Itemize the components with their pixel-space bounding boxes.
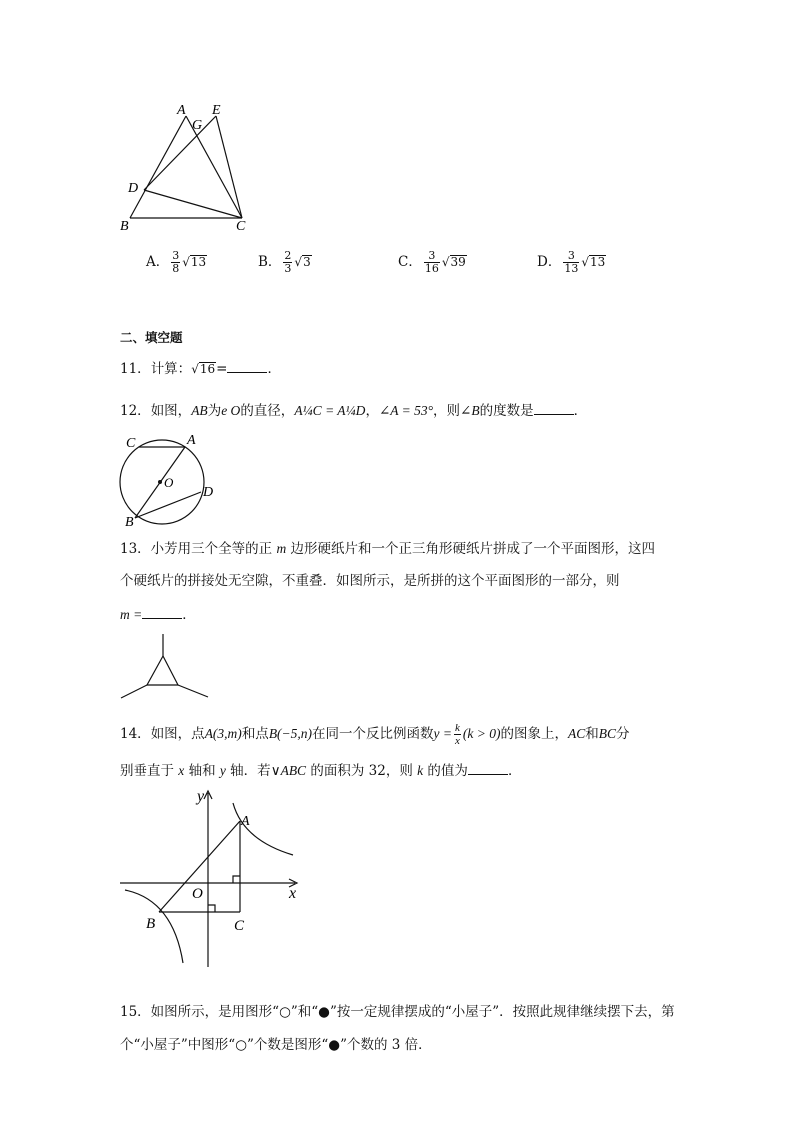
option-radicand: 39 [450,255,466,269]
q10-option-b[interactable]: B． $\frac{2}{3}$ √3 [258,249,311,275]
q13-line2: 个硬纸片的拼接处无空隙，不重叠．如图所示，是所拼的这个平面图形的一部分，则 [120,573,620,589]
q15-line2: 个“小屋子”中图形“○”个数是图形“●”个数的 3 倍． [120,1037,432,1053]
option-fraction: $\frac{3}{8}$ [172,249,180,275]
q14-coordinate-figure [115,785,310,970]
fig10-label-d: D [128,181,139,196]
q14-label-x: x [289,885,297,902]
fig10-label-a: A [177,103,186,118]
q14-answer-blank[interactable] [468,760,508,775]
option-letter: D． [537,254,562,270]
q14-line2: 别垂直于 x 轴和 y 轴．若∨ABC 的面积为 32，则 k 的值为 ． [120,760,521,780]
q13-line1: 13．小芳用三个全等的正 m 边形硬纸片和一个正三角形硬纸片拼成了一个平面图形，这四 [120,541,656,557]
option-fraction: $\frac{3}{16}$ [424,249,439,275]
fig10-label-e: E [212,103,221,118]
q12-label-a: A [187,433,196,448]
q10-option-d[interactable]: D． $\frac{3}{13}$ √13 [537,249,606,275]
option-radicand: 3 [303,255,311,269]
q14-fraction: $\frac{k}{x}$ [455,722,460,747]
q14-label-c: C [234,918,245,934]
fig10-label-g: G [192,118,203,133]
q12-label-c: C [126,436,136,451]
q14-label-o: O [192,886,203,902]
fig10-label-b: B [120,219,129,234]
option-radicand: 13 [190,255,207,269]
q12-label-b: B [125,515,134,530]
q12-answer-blank[interactable] [534,400,574,415]
q12-circle-figure [115,430,225,530]
q11-radicand: 16 [199,362,216,376]
q13-triangle-figure [115,630,215,705]
q15-line1: 15．如图所示，是用图形“○”和“●”按一定规律摆成的“小屋子”．按照此规律继续摆下去，第 [120,1004,675,1020]
q13-line3: m = ． [120,604,196,624]
q11-text: 11．计算：√16= ． [120,358,281,378]
q10-triangle-figure [110,98,270,238]
q11-answer-blank[interactable] [227,358,267,373]
option-letter: A． [146,254,170,270]
option-letter: C． [398,254,422,270]
q14-label-a: A [241,814,250,829]
fig10-label-c: C [236,219,246,234]
option-fraction: $\frac{3}{13}$ [564,249,579,275]
option-radicand: 13 [589,255,606,269]
option-fraction: $\frac{2}{3}$ [284,249,292,275]
q12-label-o: O [164,475,174,490]
q14-label-y: y [197,788,205,805]
q14-line1: 14．如图，点A(3,m)和点B(−5,n)在同一个反比例函数y = $\frac{k}{x}$ (k > 0)的图象上，AC和BC分 [120,722,630,747]
q10-option-a[interactable]: A． $\frac{3}{8}$ √13 [146,249,207,275]
option-letter: B． [258,254,282,270]
q12-label-d: D [203,485,214,500]
q12-text: 12．如图，AB为e O的直径，A¼C = A¼D，∠A = 53°，则∠B的度数是 ． [120,400,587,420]
q10-option-c[interactable]: C． $\frac{3}{16}$ √39 [398,249,466,275]
q13-answer-blank[interactable] [142,604,182,619]
section-title: 二、填空题 [120,330,183,345]
q14-label-b: B [146,916,156,932]
